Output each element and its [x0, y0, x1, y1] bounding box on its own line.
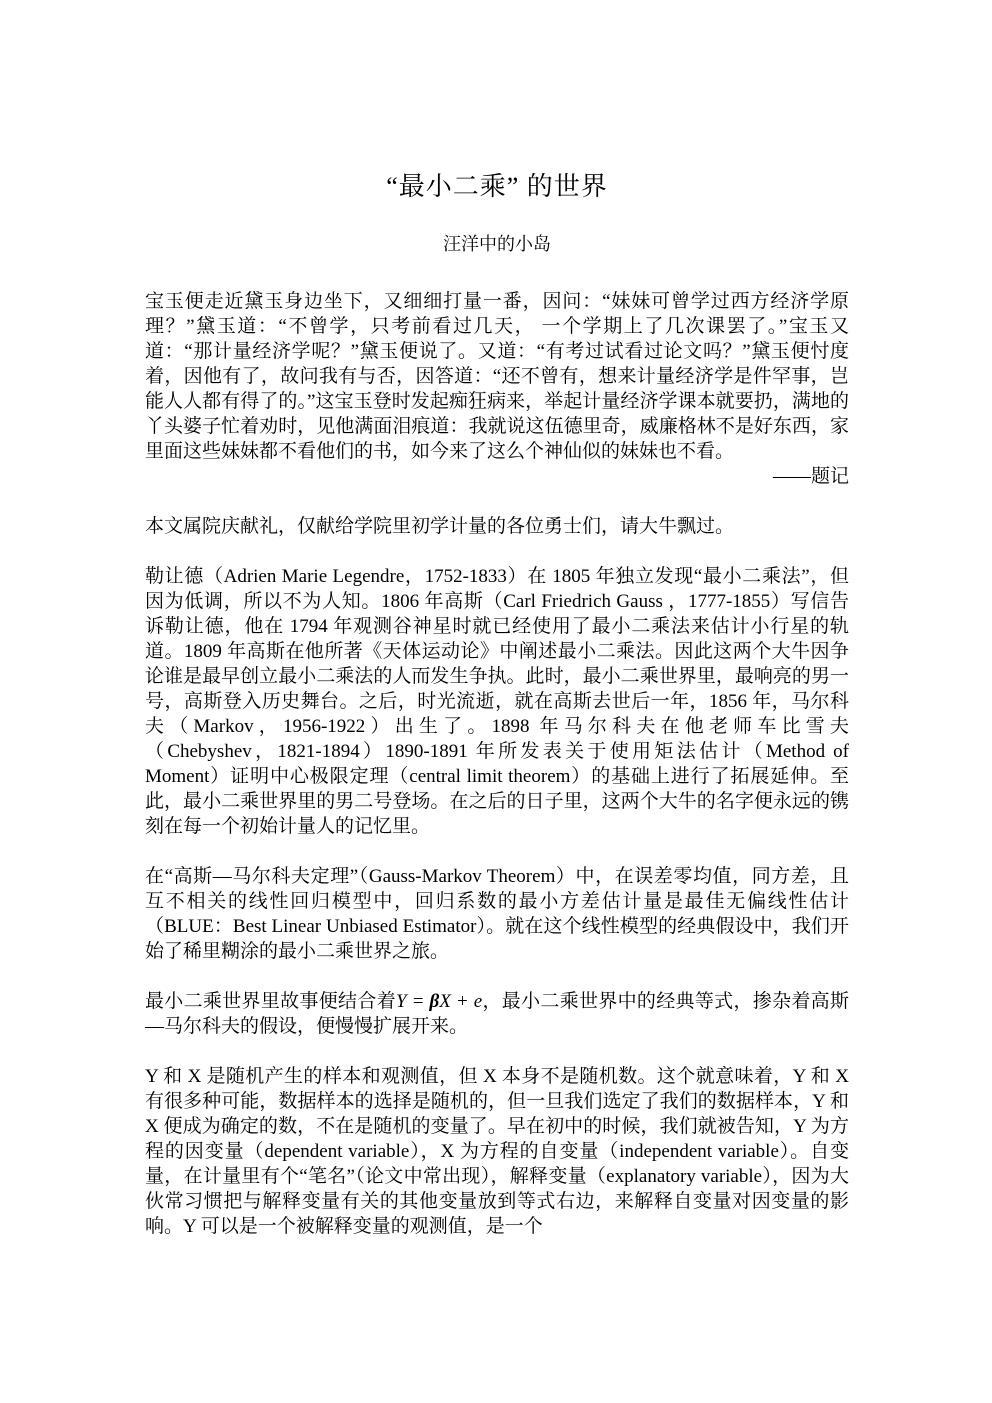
- history-paragraph: 勒让德（Adrien Marie Legendre，1752-1833）在 1805 年独立发现“最小二乘法”，但因为低调，所以不为人知。1806 年高斯（Carl Friedrich Gauss ，1777-1855）写信告诉勒让德，他在 1794 年观测谷神星时就已经使用了最小二乘法来估计小行星的轨道。1809 年高斯在他所著《天体运动论》中阐述最小二乘法。因此这两个大牛因争论谁是最早创立最小二乘法的人而发生争执。此时，最小二乘世界里，最响亮的男一号，高斯登入历史舞台。之后，时光流逝，就在高斯去世后一年，1856 年，马尔科夫（Markov，1956-1922）出生了。1898 年马尔科夫在他老师车比雪夫（Chebyshev，1821-1894）1890-1891 年所发表关于使用矩法估计（Method of Moment）证明中心极限定理（central limit theorem）的基础上进行了拓展延伸。至此，最小二乘世界里的男二号登场。在之后的日子里，这两个大牛的名字便永远的镌刻在每一个初始计量人的记忆里。: [145, 566, 849, 837]
- dedication-paragraph: 本文属院庆献礼，仅献给学院里初学计量的各位勇士们，请大牛飘过。: [145, 516, 735, 537]
- formula-after-text: ，最小二乘世界中的经典等式，掺杂着高斯—马尔科夫的假设，便慢慢扩展开来。: [145, 991, 849, 1037]
- author-byline: 汪洋中的小岛: [443, 234, 551, 254]
- document-content: [145, 170, 849, 1264]
- formula-beta: β: [429, 991, 440, 1012]
- epigraph-signature: ——题记: [772, 466, 849, 487]
- formula-rhs: X + e: [439, 991, 483, 1012]
- page-title: “最小二乘” 的世界: [386, 172, 608, 201]
- document-body: [145, 289, 849, 1239]
- formula-paragraph: [145, 989, 849, 1039]
- epigraph-paragraph: 宝玉便走近黛玉身边坐下，又细细打量一番，因问：“妹妹可曾学过西方经济学原理？”黛玉道：“不曾学，只考前看过几天， 一个学期上了几次课罢了。”宝玉又道：“那计量经济学呢？”黛玉便说了。又道：“有考过试看过论文吗？”黛玉便忖度着，因他有了，故问我有与否，因答道：“还不曾有，想来计量经济学是件罕事，岂能人人都有得了的。”这宝玉登时发起痴狂病来，举起计量经济学课本就要扔，满地的丫头婆子忙着劝时，见他满面泪痕道：我就说这伍德里奇，威廉格林不是好东西，家里面这些妹妹都不看他们的书，如今来了这么个神仙似的妹妹也不看。: [145, 291, 849, 462]
- ols-formula: [396, 991, 482, 1012]
- formula-lhs: Y =: [395, 991, 430, 1012]
- formula-before-text: 最小二乘世界里故事便结合着: [145, 991, 396, 1012]
- gauss-markov-paragraph: 在“高斯—马尔科夫定理”（Gauss-Markov Theorem）中，在误差零均值，同方差，且互不相关的线性回归模型中，回归系数的最小方差估计量是最佳无偏线性估计（BLUE：Best Linear Unbiased Estimator）。就在这个线性模型的经典假设中，我们开始了稀里糊涂的最小二乘世界之旅。: [145, 866, 849, 962]
- variables-paragraph: Y 和 X 是随机产生的样本和观测值，但 X 本身不是随机数。这个就意味着，Y 和 X 有很多种可能，数据样本的选择是随机的，但一旦我们选定了我们的数据样本，Y 和 X 便成为确定的数，不在是随机的变量了。早在初中的时候，我们就被告知，Y 为方程的因变量（dependent variable），X 为方程的自变量（independent variable）。自变量，在计量里有个“笔名”（论文中常出现），解释变量（explanatory variable），因为大伙常习惯把与解释变量有关的其他变量放到等式右边，来解释自变量对因变量的影响。Y 可以是一个被解释变量的观测值，是一个: [145, 1066, 849, 1237]
